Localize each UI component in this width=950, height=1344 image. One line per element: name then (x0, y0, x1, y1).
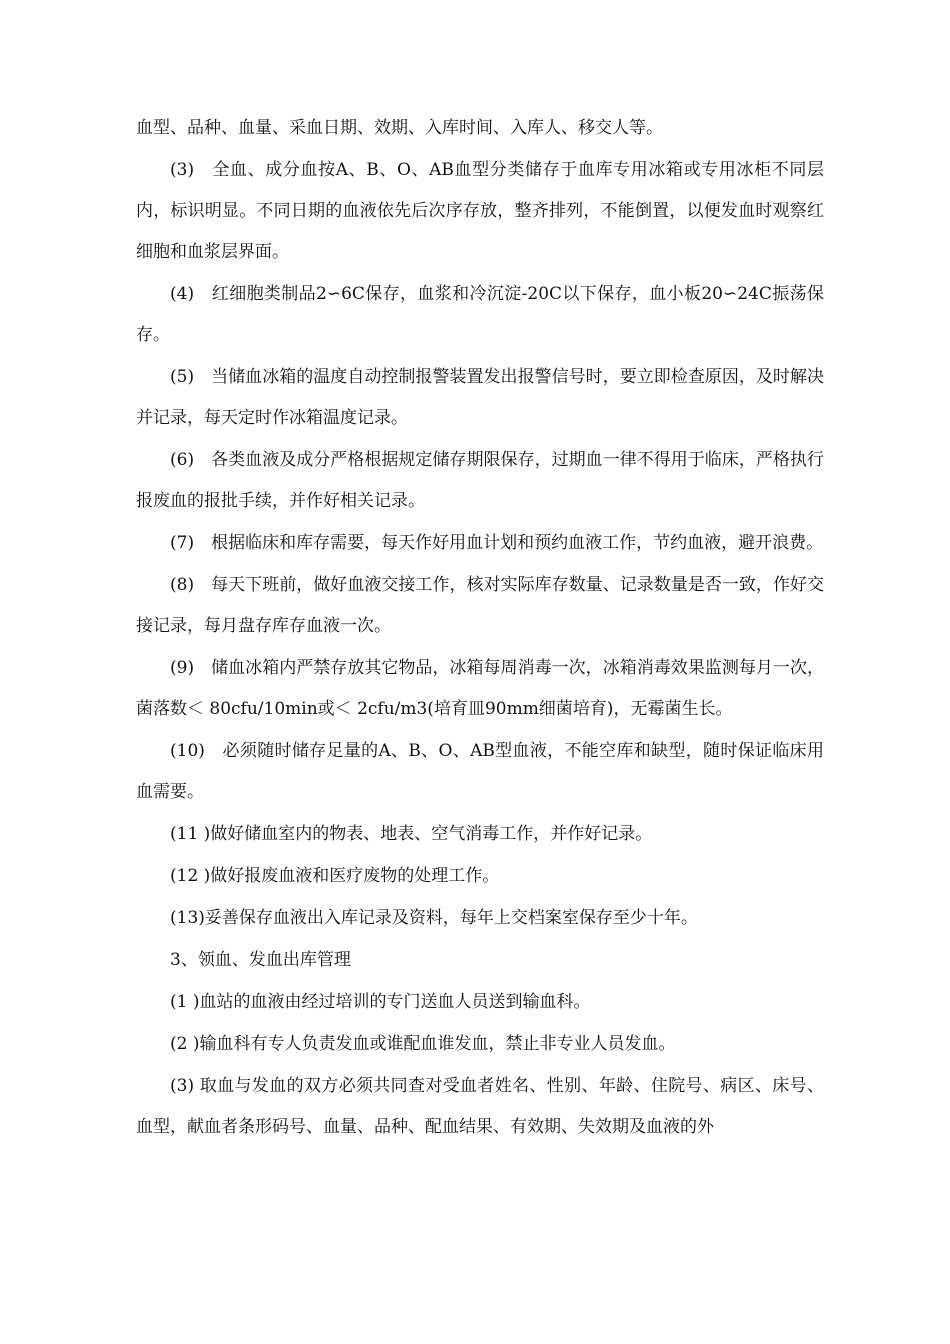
paragraph-item-11: (11 )做好储血室内的物表、地表、空气消毒工作，并作好记录。 (170, 824, 653, 844)
paragraph-item-7: (7) 根据临床和库存需要，每天作好用血计划和预约血液工作，节约血液，避开浪费。 (170, 533, 824, 553)
paragraph-continuation: 血型、品种、血量、采血日期、效期、入库时间、入库人、移交人等。 (136, 118, 663, 138)
paragraph-item-4: (4) 红细胞类制品2∽6C保存，血浆和冷沉淀-20C以下保存，血小板20∽24C振荡保存。 (136, 284, 824, 345)
paragraph-item-12: (12 )做好报废血液和医疗废物的处理工作。 (170, 866, 500, 886)
paragraph-subitem-3: (3) 取血与发血的双方必须共同查对受血者姓名、性别、年龄、住院号、病区、床号、血型，献血者条形码号、血量、品种、配血结果、有效期、失效期及血液的外 (136, 1076, 824, 1137)
paragraph-item-3: (3) 全血、成分血按A、B、O、AB血型分类储存于血库专用冰箱或专用冰柜不同层内，标识明显。不同日期的血液依先后次序存放，整齐排列，不能倒置，以便发血时观察红细胞和血浆层界面。 (136, 160, 824, 262)
paragraph-item-13: (13)妥善保存血液出入库记录及资料，每年上交档案室保存至少十年。 (170, 908, 698, 928)
paragraph-subitem-1: (1 )血站的血液由经过培训的专门送血人员送到输血科。 (170, 992, 591, 1012)
document-body (136, 108, 824, 1148)
paragraph-item-10: (10) 必须随时储存足量的A、B、O、AB型血液，不能空库和缺型，随时保证临床用血需要。 (136, 741, 824, 802)
paragraph-item-8: (8) 每天下班前，做好血液交接工作，核对实际库存数量、记录数量是否一致，作好交接记录，每月盘存库存血液一次。 (136, 575, 824, 636)
paragraph-item-5: (5) 当储血冰箱的温度自动控制报警装置发出报警信号时，要立即检查原因，及时解决并记录，每天定时作冰箱温度记录。 (136, 367, 824, 428)
paragraph-item-6: (6) 各类血液及成分严格根据规定储存期限保存，过期血一律不得用于临床，严格执行报废血的报批手续，并作好相关记录。 (136, 450, 824, 511)
paragraph-item-9: (9) 储血冰箱内严禁存放其它物品，冰箱每周消毒一次，冰箱消毒效果监测每月一次，菌落数＜ 80cfu/10min或＜ 2cfu/m3(培育皿90mm细菌培育)，无霉菌生长。 (136, 658, 824, 719)
paragraph-subitem-2: (2 )输血科有专人负责发血或谁配血谁发血，禁止非专业人员发血。 (170, 1034, 676, 1054)
section-heading: 3、领血、发血出库管理 (170, 950, 351, 970)
